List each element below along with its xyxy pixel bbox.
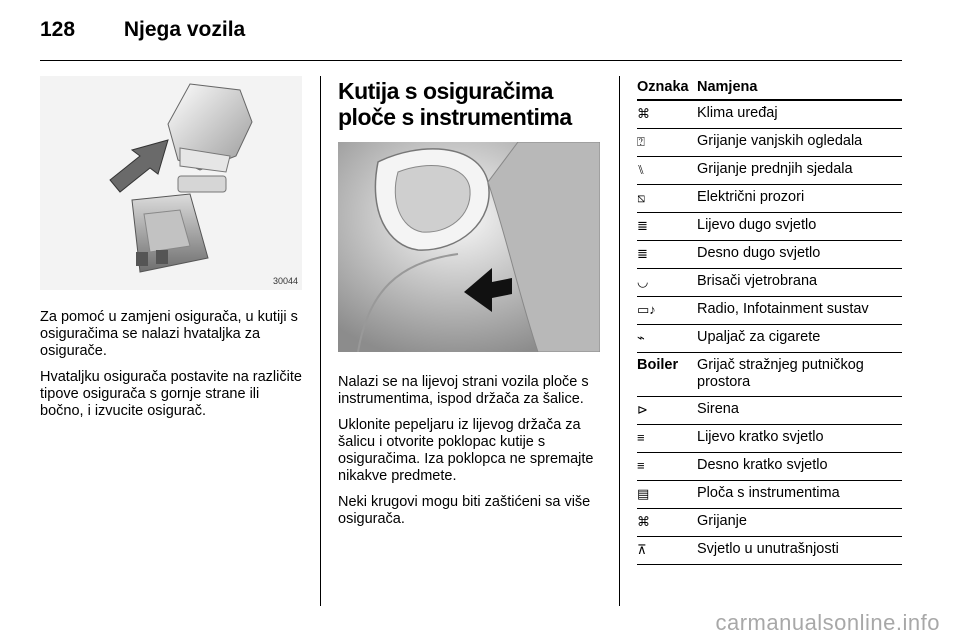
fuse-extractor-illustration (40, 76, 302, 290)
table-row (637, 297, 902, 325)
table-row (637, 241, 902, 269)
page-header (40, 18, 245, 42)
table-row (637, 353, 902, 397)
table-row (637, 425, 902, 453)
purpose-cell: Ploča s instrumentima (697, 481, 902, 509)
purpose-cell: Klima uređaj (697, 100, 902, 129)
fuse-table-header-row (637, 76, 902, 100)
paragraph: Za pomoć u zamjeni osigurača, u kutiji s osiguračima se nalazi hvataljka za osigurače. (40, 309, 298, 359)
symbol-cell (637, 100, 697, 129)
symbol-cell (637, 425, 697, 453)
fuse-box-location-drawing (338, 142, 600, 352)
purpose-cell: Lijevo dugo svjetlo (697, 213, 902, 241)
column-1-text (40, 309, 302, 420)
symbol-cell (637, 397, 697, 425)
table-row (637, 537, 902, 565)
radio-icon: ▭♪ (637, 302, 656, 317)
column-2-text (338, 374, 602, 528)
paragraph: Nalazi se na lijevoj strani vozila ploče s instrumentima, ispod držača za šalice. (338, 374, 589, 407)
symbol-cell (637, 453, 697, 481)
purpose-cell: Svjetlo u unutrašnjosti (697, 537, 902, 565)
purpose-cell: Desno dugo svjetlo (697, 241, 902, 269)
table-row (637, 397, 902, 425)
fuse-table-body (637, 100, 902, 565)
symbol-cell (637, 481, 697, 509)
purpose-cell: Brisači vjetrobrana (697, 269, 902, 297)
purpose-cell: Grijanje vanjskih ogledala (697, 129, 902, 157)
purpose-cell: Grijač stražnjeg putničkog prostora (697, 353, 902, 397)
column-2 (338, 76, 602, 537)
symbol-cell (637, 325, 697, 353)
interior-light-icon: ⊼ (637, 542, 647, 557)
power-window-icon: ⧅ (637, 190, 646, 205)
paragraph: Neki krugovi mogu biti zaštićeni sa više osigurača. (338, 494, 591, 527)
page-title: Njega vozila (123, 18, 246, 41)
symbol-cell (637, 185, 697, 213)
high-beam-right-icon: ≣ (637, 246, 648, 261)
symbol-cell (637, 297, 697, 325)
table-row (637, 325, 902, 353)
low-beam-right-icon: ≡ (637, 458, 645, 473)
paragraph: Uklonite pepeljaru iz lijevog držača za šalicu i otvorite poklopac kutije s osiguračima. Iza poklopca ne spremajte nikakve predmete. (338, 417, 594, 484)
table-row (637, 129, 902, 157)
purpose-cell: Lijevo kratko svjetlo (697, 425, 902, 453)
table-row (637, 185, 902, 213)
table-row (637, 481, 902, 509)
paragraph: Hvataljku osigurača postavite na različite tipove osigurača s gornje strane ili bočno, i izvucite osigurač. (40, 369, 302, 419)
purpose-cell: Radio, Infotainment sustav (697, 297, 902, 325)
seat-heating-icon: ⑊ (637, 162, 645, 177)
wiper-icon: ◡ (637, 274, 649, 289)
low-beam-left-icon: ≡ (637, 430, 645, 445)
fan-icon: ⌘ (637, 106, 650, 121)
symbol-cell (637, 537, 697, 565)
purpose-cell: Grijanje prednjih sjedala (697, 157, 902, 185)
symbol-cell (637, 241, 697, 269)
symbol-text: Boiler (637, 357, 679, 373)
horn-icon: ⊳ (637, 402, 648, 417)
symbol-cell (637, 269, 697, 297)
table-row (637, 453, 902, 481)
symbol-cell (637, 509, 697, 537)
fuse-extractor-drawing (40, 76, 302, 290)
column-1 (40, 76, 302, 429)
page-number: 128 (40, 18, 76, 41)
purpose-cell: Upaljač za cigarete (697, 325, 902, 353)
table-row (637, 100, 902, 129)
table-row (637, 509, 902, 537)
cigarette-lighter-icon: ⌁ (637, 330, 645, 345)
instrument-panel-icon: ▤ (637, 486, 650, 501)
symbol-cell (637, 353, 697, 397)
column-3 (637, 76, 902, 565)
purpose-cell: Sirena (697, 397, 902, 425)
fuse-table (637, 76, 902, 565)
header-namjena: Namjena (697, 76, 902, 100)
header-rule (40, 60, 902, 61)
purpose-cell: Desno kratko svjetlo (697, 453, 902, 481)
purpose-cell: Grijanje (697, 509, 902, 537)
instrument-panel-fuse-box-photo (338, 142, 600, 352)
section-title: Kutija s osiguračima ploče s instrumentima (338, 78, 572, 130)
watermark: carmanualsonline.info (715, 610, 940, 635)
high-beam-left-icon: ≣ (637, 218, 648, 233)
heating-icon: ⌘ (637, 514, 650, 529)
header-oznaka: Oznaka (637, 76, 697, 100)
purpose-cell: Električni prozori (697, 185, 902, 213)
table-row (637, 213, 902, 241)
table-row (637, 269, 902, 297)
symbol-cell (637, 129, 697, 157)
symbol-cell (637, 157, 697, 185)
table-row (637, 157, 902, 185)
figure-number: 30044 (272, 276, 298, 286)
mirror-heating-icon: ⍰ (637, 134, 645, 149)
symbol-cell (637, 213, 697, 241)
column-divider-1 (320, 76, 321, 606)
column-divider-2 (619, 76, 620, 606)
